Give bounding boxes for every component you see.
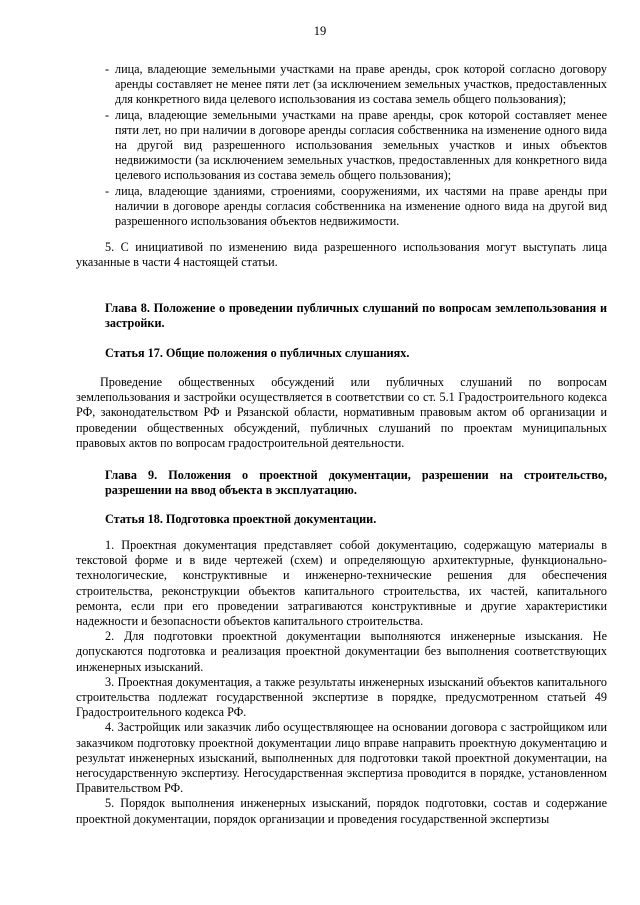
chapter-8-heading: Глава 8. Положение о проведении публичных слушаний по вопросам землепользования и застройки. xyxy=(105,301,607,331)
bullet-mark: - xyxy=(105,107,110,122)
bullet-mark: - xyxy=(105,183,110,198)
article-18-paragraph-5: 5. Порядок выполнения инженерных изысканий, порядок подготовки, состав и содержание проектной документации, порядок организации и проведения государственной экспертизы xyxy=(76,796,607,826)
bullet-list xyxy=(76,62,607,229)
article-18-heading: Статья 18. Подготовка проектной документации. xyxy=(105,512,377,526)
article-18-paragraph-4: 4. Застройщик или заказчик либо осуществляющее на основании договора с застройщиком или заказчиком подготовку проектной документации лицо вправе направить проектную документацию и результат инженерных изысканий, выполненных для подготовки такой проектной документации, на негосударственную экспертизу. Негосударственная экспертиза проводится в порядке, установленном Правительством РФ. xyxy=(76,720,607,796)
article-18-paragraph-1: 1. Проектная документация представляет собой документацию, содержащую материалы в текстовой форме и в виде чертежей (схем) и определяющую архитектурные, функционально-технологические, конструктивные и инженерно-технические решения для обеспечения строительства, реконструкции объектов капитального строительства, их частей, капитального ремонта, если при его проведении затрагиваются конструктивные и другие характеристики надежности и безопасности объектов капитального строительства. xyxy=(76,538,607,629)
list-item-text: лица, владеющие зданиями, строениями, сооружениями, их частями на праве аренды при наличии в договоре аренды согласия собственника на изменение одного вида на другой вид разрешенного использования объектов недвижимости. xyxy=(115,183,607,229)
list-item xyxy=(76,184,607,230)
article-17-heading: Статья 17. Общие положения о публичных слушаниях. xyxy=(105,346,410,360)
article-18-body xyxy=(76,538,607,827)
list-item-text: лица, владеющие земельными участками на праве аренды, срок которой согласно договору аренды составляет не менее пяти лет (за исключением земельных участков, предоставленных для конкретного вида целевого использования из состава земель общего пользования); xyxy=(115,62,607,107)
list-item xyxy=(76,62,607,108)
article-18-paragraph-2: 2. Для подготовки проектной документации выполняются инженерные изыскания. Не допускаются подготовка и реализация проектной документации без выполнения соответствующих инженерных изысканий. xyxy=(76,629,607,674)
article-18-paragraph-3: 3. Проектная документация, а также результаты инженерных изысканий объектов капитального строительства подлежат государственной экспертизе в порядке, предусмотренном статьей 49 Градостроительного кодекса РФ. xyxy=(76,674,607,720)
page-number: 19 xyxy=(313,24,327,38)
bullet-mark: - xyxy=(105,62,110,76)
list-item-text: лица, владеющие земельными участками на праве аренды, срок которой составляет менее пяти лет, но при наличии в договоре аренды согласия собственника на изменение одного вида на другой вид разрешенного использования земельных участков и иных объектов недвижимости (за исключением земельных участков, предоставленных для конкретного вида целевого использования из состава земель общего пользования); xyxy=(115,107,607,183)
list-item xyxy=(76,108,607,184)
paragraph-item-5: 5. С инициативой по изменению вида разрешенного использования могут выступать лица указанные в части 4 настоящей статьи. xyxy=(76,240,607,270)
chapter-9-heading: Глава 9. Положения о проектной документации, разрешении на строительство, разрешении на ввод объекта в эксплуатацию. xyxy=(105,468,607,498)
article-17-text: Проведение общественных обсуждений или публичных слушаний по вопросам землепользования и застройки осуществляется в соответствии со ст. 5.1 Градостроительного кодекса РФ, законодательством РФ и Рязанской области, нормативным правовым актом об организации и проведении общественных обсуждений, публичных слушаний по проектам муниципальных правовых актов по вопросам градостроительной деятельности. xyxy=(76,375,607,450)
